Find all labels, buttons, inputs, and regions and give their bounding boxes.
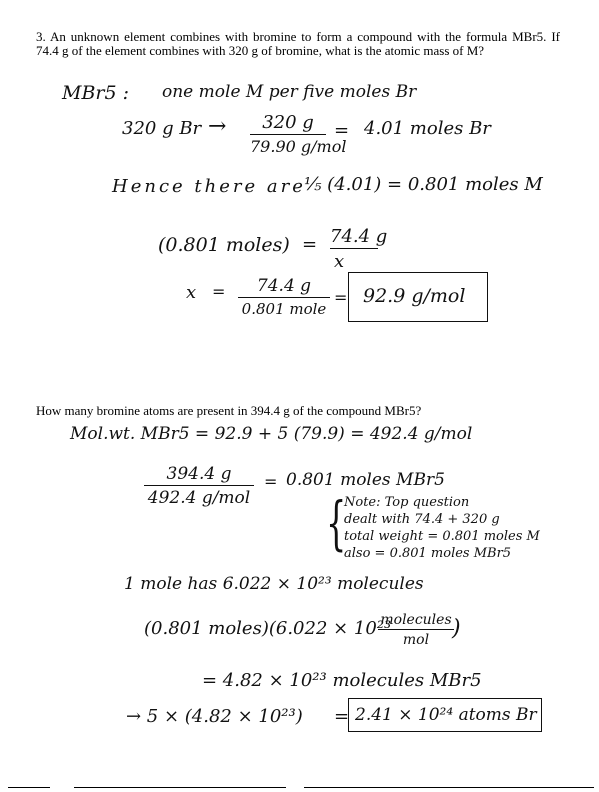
- fraction-grams-br-over-molar-mass: [250, 112, 347, 156]
- bottom-rule-right: [304, 787, 594, 788]
- fraction-numerator: 74.4 g: [330, 226, 388, 247]
- fraction-bar: [238, 297, 330, 298]
- avogadro-statement: 1 mole has 6.022 × 10²³ molecules: [124, 574, 424, 594]
- fraction-denominator: 492.4 g/mol: [147, 488, 251, 508]
- bromine-mass: 320 g Br: [122, 118, 202, 139]
- fraction-molecules-per-mol: [378, 612, 454, 648]
- fraction-numerator: 394.4 g: [166, 464, 232, 484]
- equals-sign: =: [334, 288, 348, 307]
- question-b-text: How many bromine atoms are present in 394.4 g of the compound MBr5?: [36, 403, 422, 418]
- equals-sign: =: [264, 472, 278, 491]
- fraction-mass-over-moles: [238, 276, 330, 318]
- mbr5-label: MBr5 :: [62, 82, 130, 104]
- fraction-numerator: 74.4 g: [256, 276, 312, 296]
- moles-m-left: (0.801 moles): [158, 234, 290, 256]
- fraction-bar: [378, 629, 454, 630]
- molecules-result: = 4.82 × 10²³ molecules MBr5: [202, 670, 482, 691]
- fraction-mass-over-x: [330, 226, 388, 272]
- closing-paren: ): [452, 616, 461, 641]
- atomic-mass-answer: 92.9 g/mol: [363, 285, 466, 307]
- fraction-bar: [250, 134, 326, 135]
- fraction-bar: [144, 485, 254, 486]
- note-line: dealt with 74.4 + 320 g: [344, 512, 500, 527]
- moles-br-result: 4.01 moles Br: [364, 118, 491, 139]
- mole-ratio-note: one mole M per five moles Br: [162, 82, 417, 102]
- fraction-denominator: 79.90 g/mol: [250, 137, 347, 156]
- fraction-bar: [330, 248, 378, 249]
- note-block: [344, 494, 540, 562]
- note-line: Note: Top question: [344, 495, 470, 510]
- fraction-numerator: molecules: [380, 612, 452, 628]
- molecular-weight-line: Mol.wt. MBr5 = 92.9 + 5 (79.9) = 492.4 g/mol: [70, 424, 473, 444]
- fraction-denominator: x: [334, 251, 345, 272]
- answer-box-atomic-mass: [348, 272, 488, 322]
- bottom-rule-left: [8, 787, 50, 788]
- arrow: →: [208, 114, 227, 139]
- equals-sign: =: [302, 234, 318, 255]
- equals-sign: =: [334, 120, 350, 141]
- bromine-atoms-answer: 2.41 × 10²⁴ atoms Br: [355, 705, 537, 725]
- molecules-calc-left: (0.801 moles)(6.022 × 10²³: [144, 618, 392, 639]
- fraction-sample-over-molar-mass: [144, 464, 254, 508]
- note-brace: {: [326, 489, 347, 557]
- hence-text: Hence there are: [112, 176, 306, 197]
- moles-m-calc: ⅕ (4.01) = 0.801 moles M: [304, 174, 543, 195]
- equals-sign: =: [212, 282, 226, 301]
- fraction-numerator: 320 g: [262, 112, 314, 133]
- note-line: also = 0.801 moles MBr5: [344, 546, 512, 561]
- answer-box-bromine-atoms: [348, 698, 542, 732]
- question-3-text: 3. An unknown element combines with bromine to form a compound with the formula MBr5. If 74.4 g of the element combines with 320 g of bromine, what is the atomic mass of M?: [36, 29, 560, 58]
- bottom-rule-middle: [74, 787, 286, 788]
- equals-sign: =: [334, 706, 350, 727]
- atoms-calc-left: → 5 × (4.82 × 10²³): [126, 706, 303, 727]
- note-line: total weight = 0.801 moles M: [344, 529, 540, 544]
- fraction-denominator: 0.801 mole: [241, 300, 327, 318]
- fraction-denominator: mol: [402, 632, 430, 648]
- moles-mbr5-result: 0.801 moles MBr5: [286, 470, 445, 490]
- x-variable: x: [186, 282, 197, 303]
